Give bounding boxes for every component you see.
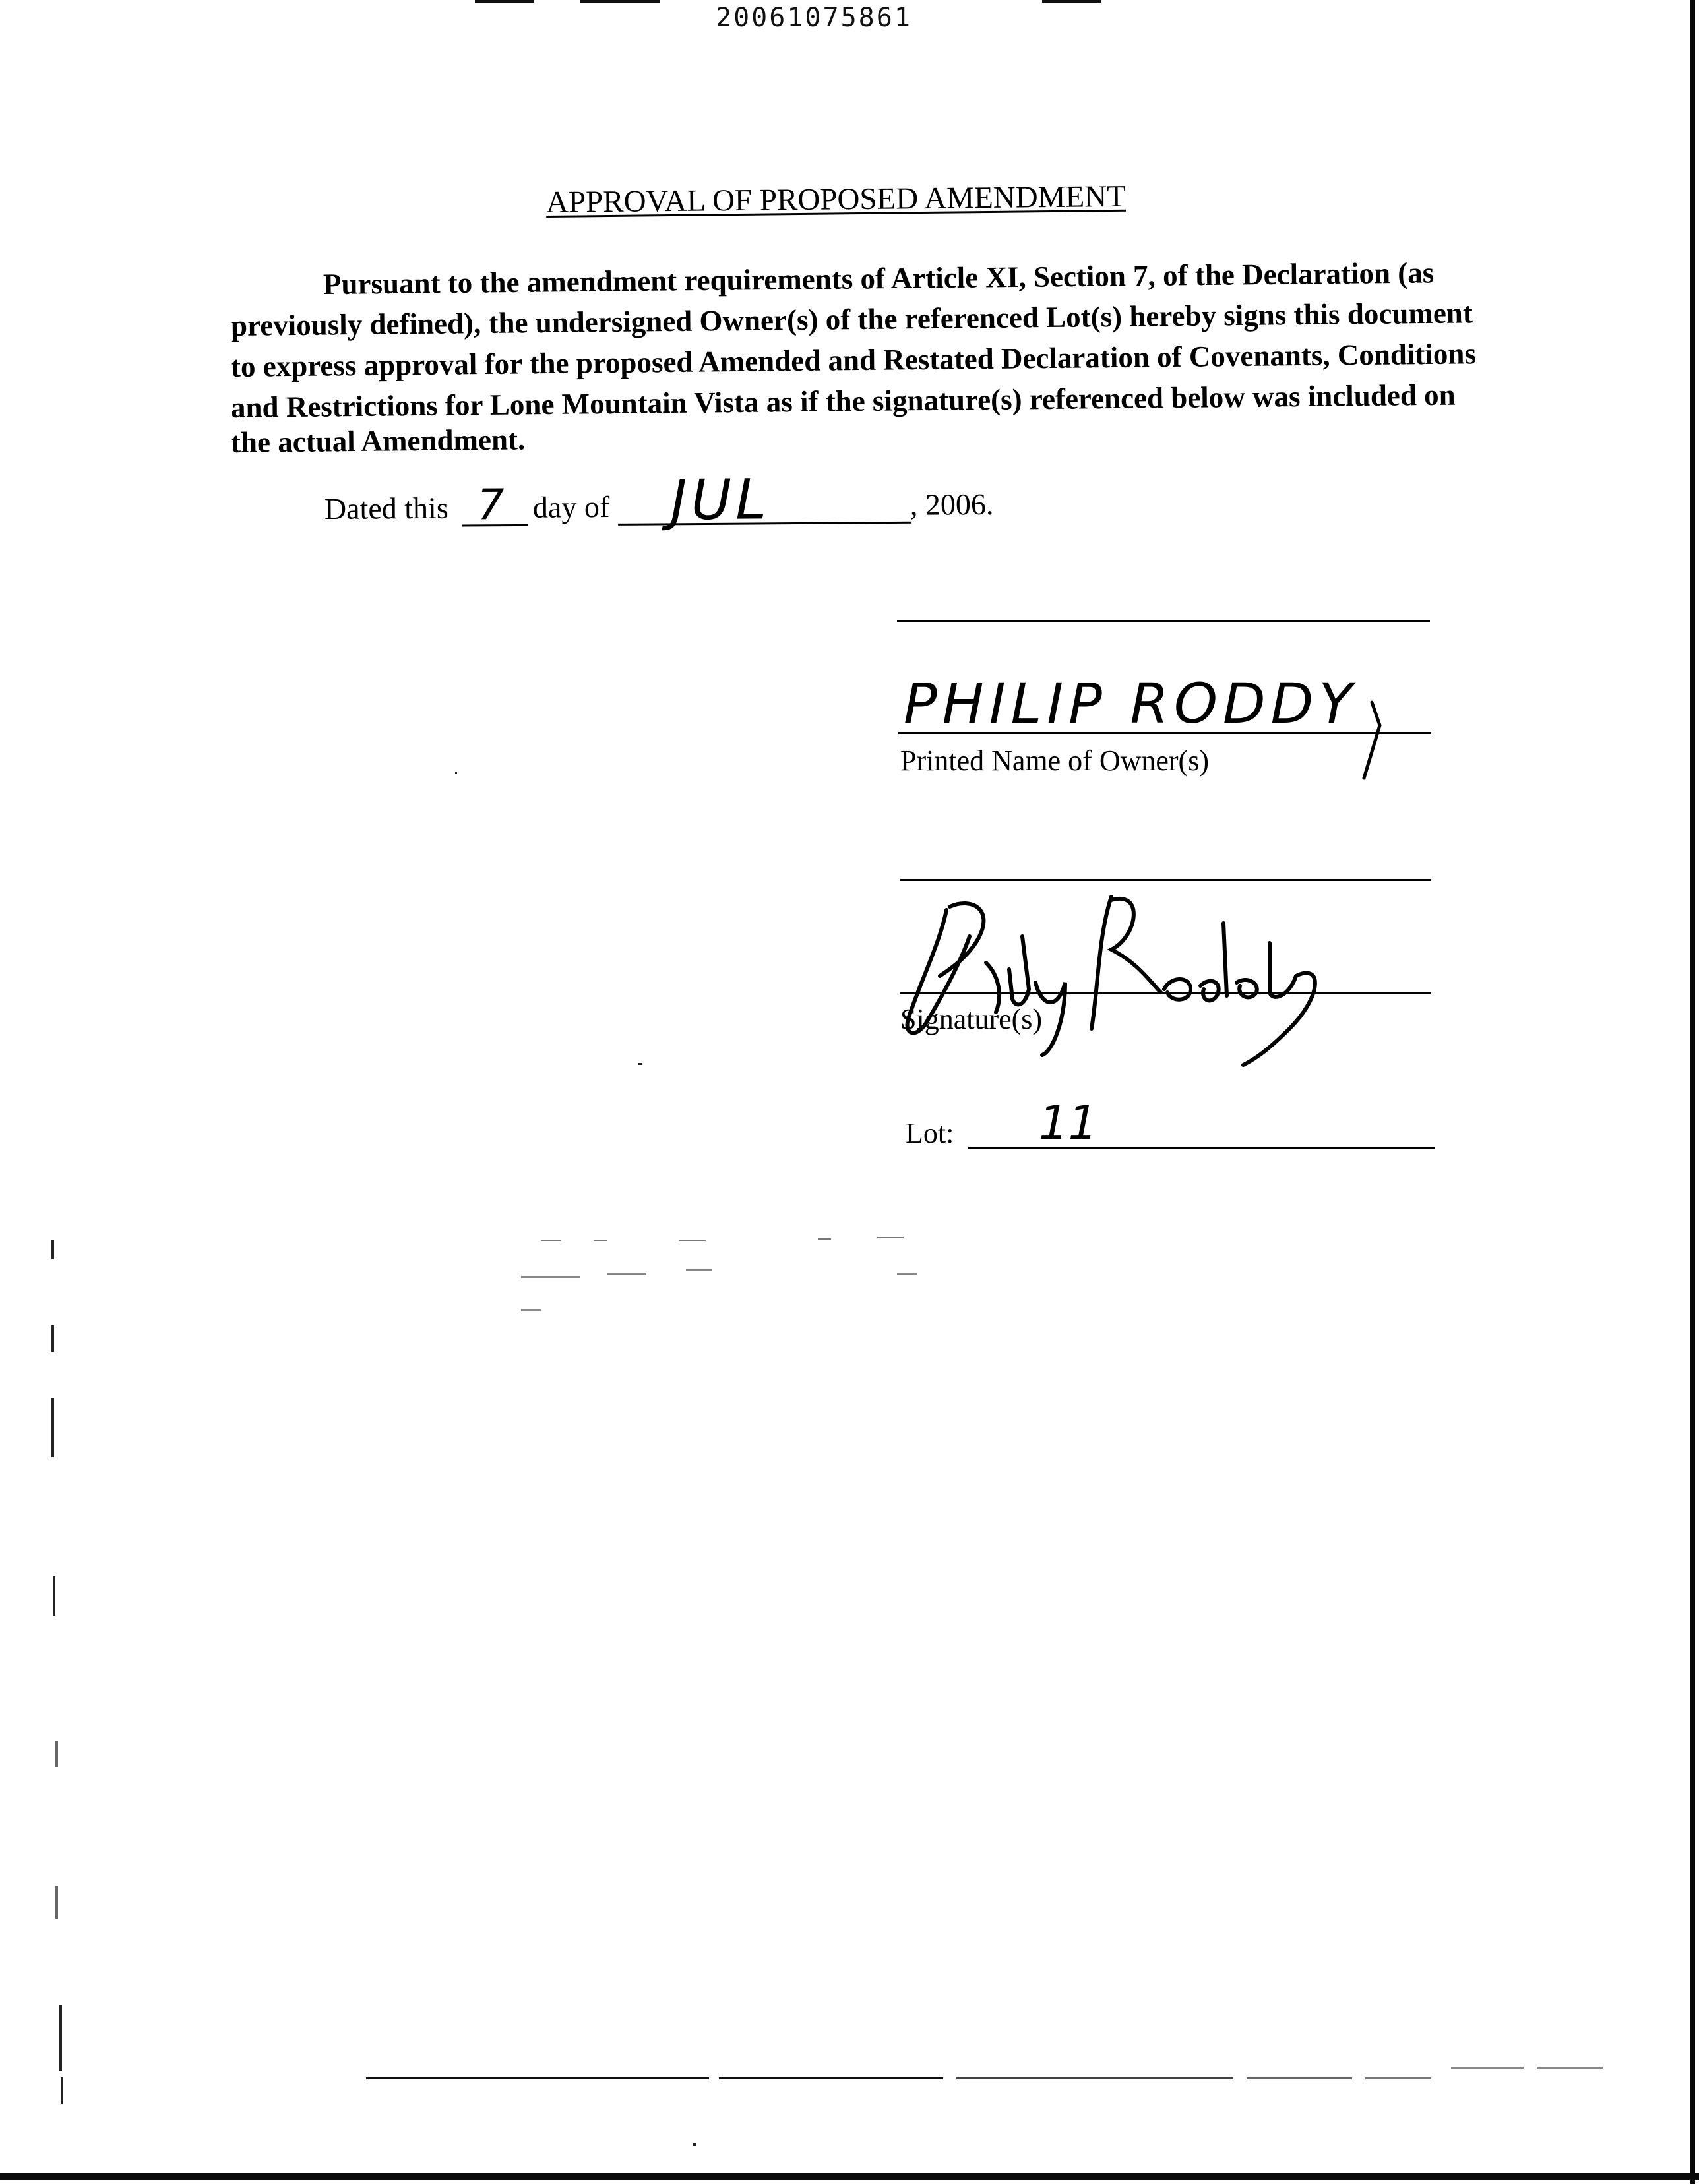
- paragraph-line: to express approval for the proposed Amended and Restated Declaration of Covenants, Conditions: [230, 337, 1477, 383]
- dated-middle: day of: [532, 489, 610, 524]
- blank-signature-line: [897, 620, 1430, 622]
- scan-border-right: [1690, 0, 1695, 2184]
- scan-border-bottom: [0, 2173, 1699, 2180]
- dated-prefix: Dated this: [324, 491, 448, 526]
- paragraph-line: previously defined), the undersigned Owner(s) of the referenced Lot(s) hereby signs this document: [230, 296, 1473, 342]
- dated-line: [324, 467, 1010, 537]
- paragraph-line: the actual Amendment.: [230, 423, 526, 459]
- dated-year: , 2006.: [910, 487, 994, 522]
- blank-line-upper: [900, 879, 1431, 881]
- paragraph-line: Pursuant to the amendment requirements of Article XI, Section 7, of the Declaration (as: [323, 256, 1435, 301]
- month-handwritten: JUL: [670, 467, 771, 533]
- document-title: APPROVAL OF PROPOSED AMENDMENT: [545, 179, 1127, 220]
- signature-label: Signature(s): [900, 1003, 1043, 1035]
- lot-handwritten: 11: [1039, 1096, 1098, 1150]
- paragraph-line: and Restrictions for Lone Mountain Vista as if the signature(s) referenced below was included on: [230, 378, 1456, 424]
- pen-stroke-mark: [1332, 699, 1392, 785]
- day-handwritten: 7: [477, 481, 505, 530]
- lot-label: Lot:: [906, 1117, 954, 1149]
- printed-name-label: Printed Name of Owner(s): [900, 744, 1209, 777]
- signature-image: [900, 884, 1349, 1075]
- document-number: 20061075861: [716, 3, 912, 33]
- printed-name-handwritten: PHILIP RODDY: [904, 671, 1358, 736]
